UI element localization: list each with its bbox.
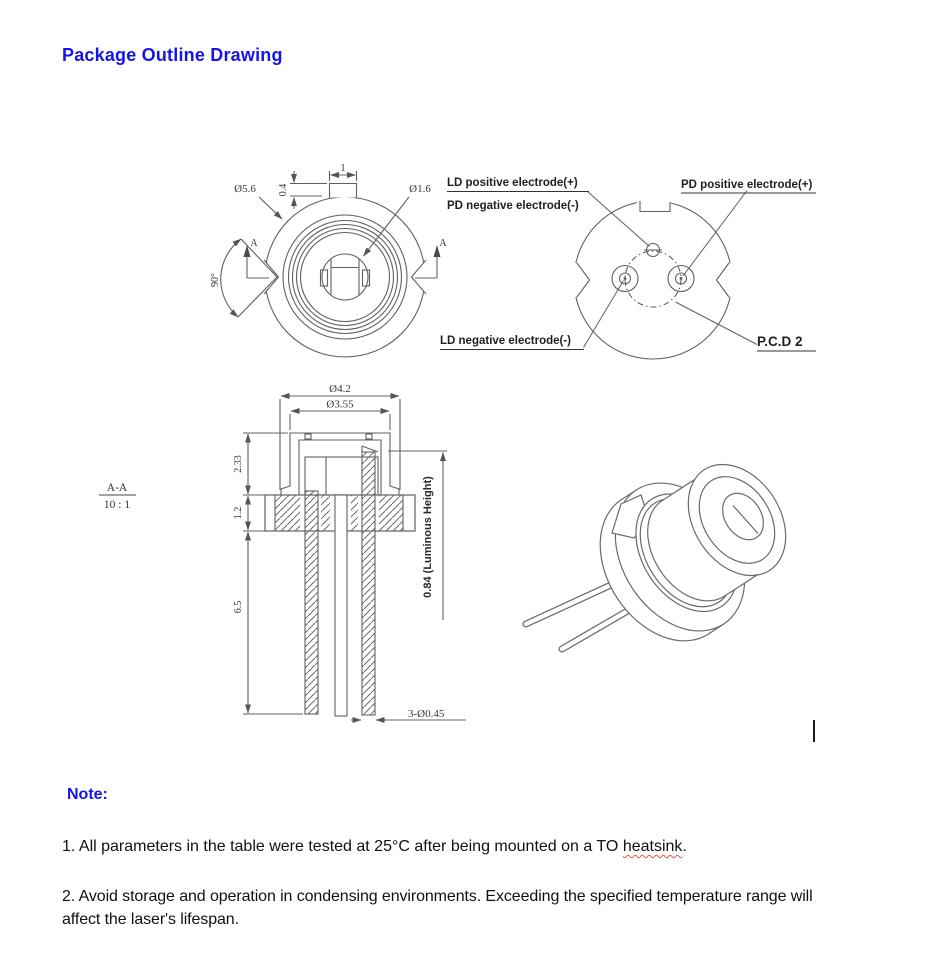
dim-pin-diameter: 3-Ø0.45: [408, 708, 445, 720]
note-1-period: .: [682, 838, 687, 855]
pin-middle: [335, 495, 347, 716]
label-pd-negative: PD negative electrode(-): [447, 200, 579, 212]
front-view: [210, 163, 447, 357]
note-2: 2. Avoid storage and operation in condensing environments. Exceeding the specified temperature range will affect the laser's lifespan.: [62, 888, 813, 928]
pcd-circle: [625, 251, 681, 307]
dim-pin-length: 6.5: [233, 600, 244, 614]
dim-cap-outer: Ø4.2: [329, 383, 351, 395]
dim-outer-diameter: Ø5.6: [234, 183, 256, 195]
pin-view: [440, 177, 816, 359]
label-pcd: P.C.D 2: [757, 334, 803, 349]
note-1-misspelled-word: heatsink: [622, 838, 683, 855]
label-ld-negative: LD negative electrode(-): [440, 335, 571, 347]
section-arrow-label-left: A: [250, 238, 258, 249]
dim-flange-thickness: 1.2: [233, 506, 244, 520]
dim-luminous-height: 0.84 (Luminous Height): [422, 476, 434, 598]
dim-aperture-diameter: Ø1.6: [409, 183, 431, 195]
perspective-view: [526, 446, 806, 665]
package-outline: [574, 201, 732, 359]
section-view: [99, 383, 466, 720]
note-heading: Note:: [67, 786, 108, 803]
label-pd-positive: PD positive electrode(+): [681, 179, 813, 191]
dim-cap-body: Ø3.55: [326, 398, 354, 411]
section-view-scale: 10 : 1: [103, 499, 131, 511]
section-arrow-label-right: A: [439, 238, 447, 249]
dim-tab-height: 0.4: [278, 183, 289, 197]
note-1-text: 1. All parameters in the table were tested at 25°C after being mounted on a TO: [62, 838, 623, 855]
page-title: Package Outline Drawing: [62, 45, 283, 65]
pin-right: [362, 452, 375, 715]
section-view-name: A-A: [106, 482, 128, 494]
dim-cap-height: 2.33: [233, 455, 244, 473]
aperture-circle: [322, 254, 368, 300]
note-1: [62, 835, 922, 858]
text-cursor: [813, 720, 815, 742]
dim-angle: 90°: [210, 273, 221, 287]
pin-left: [305, 491, 318, 714]
label-ld-positive: LD positive electrode(+): [447, 177, 578, 189]
dim-tab-width: 1: [340, 163, 346, 174]
